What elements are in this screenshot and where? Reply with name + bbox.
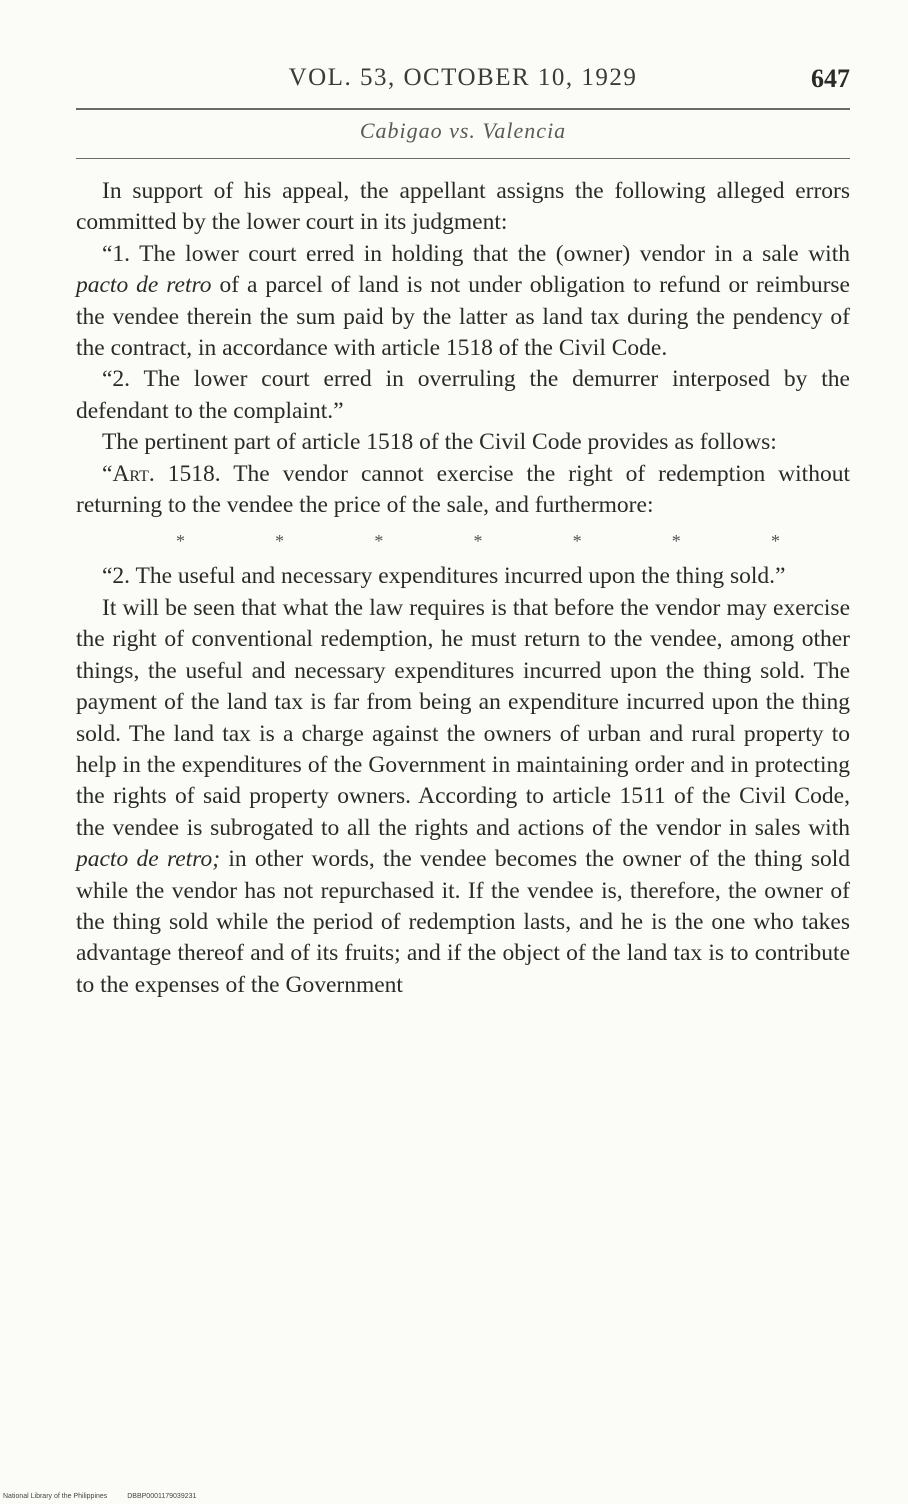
star: *: [770, 531, 780, 552]
star: *: [572, 531, 582, 552]
ellipsis-stars: [76, 521, 850, 561]
case-title: Cabigao vs. Valencia: [359, 118, 567, 143]
error-1-text-a: “1. The lower court erred in holding that the (owner) vendor in a sale with: [102, 240, 850, 267]
star: *: [275, 531, 285, 552]
page-body: [76, 176, 850, 1001]
subheader-rule: [76, 158, 850, 159]
star: *: [176, 531, 185, 552]
paragraph-article-1518: [76, 459, 850, 522]
volume-line: VOL. 53, OCTOBER 10, 1929: [288, 64, 638, 91]
page-header: [76, 64, 850, 100]
quote-open: “: [102, 460, 113, 487]
analysis-italic: pacto de retro;: [76, 846, 221, 873]
analysis-text-b: in other words, the vendee becomes the owner of the thing sold while the vendor has not repurchased it. If the vendee is, therefore, the owner of the thing sold while the period of redemption lasts, and he is the one who takes advantage thereof and of its fruits; and if the object of the land tax is to contribute to the expenses of the Government: [76, 846, 850, 998]
analysis-text-a: It will be seen that what the law requires is that before the vendor may exercise the right of conventional redemption, he must return to the vendee, among other things, the useful and necessary expenditures incurred upon the thing sold. The payment of the land tax is far from being an expenditure incurred upon the thing sold. The land tax is a charge against the owners of urban and rural property to help in the expenditures of the Government in maintaining order and in protecting the rights of said property owners. According to article 1511 of the Civil Code, the vendee is subrogated to all the rights and actions of the vendor in sales with: [76, 594, 850, 841]
article-text: 1518. The vendor cannot exercise the right of redemption without returning to the vendee the price of the sale, and furthermore:: [76, 460, 850, 519]
page-number: 647: [811, 64, 850, 93]
header-rule: [76, 108, 850, 110]
star: *: [473, 531, 483, 552]
paragraph-expenditures: “2. The useful and necessary expenditures incurred upon the thing sold.”: [102, 563, 786, 590]
star: *: [671, 531, 681, 552]
paragraph-error-1: [76, 239, 850, 365]
paragraph-analysis: [76, 593, 850, 1001]
footer-library: National Library of the Philippines: [3, 1493, 108, 1500]
paragraph-intro: In support of his appeal, the appellant assigns the following alleged errors committed by the lower court in its judgment:: [76, 178, 850, 236]
article-abbrev: Art.: [112, 460, 155, 487]
paragraph-article-intro: The pertinent part of article 1518 of the Civil Code provides as follows:: [102, 429, 777, 456]
error-1-italic: pacto de retro: [76, 272, 212, 299]
star: *: [374, 531, 384, 552]
footer-code: DBBP0001179039231: [127, 1493, 197, 1500]
error-1-text-b: of a parcel of land is not under obligation to refund or reimburse the vendee therein the sum paid by the latter as land tax during the pendency of the contract, in accordance with article 1518 of the Civil Code.: [76, 272, 850, 362]
paragraph-error-2: “2. The lower court erred in overruling the demurrer interposed by the defendant to the complaint.”: [76, 366, 850, 424]
scan-footer: [3, 1493, 214, 1500]
